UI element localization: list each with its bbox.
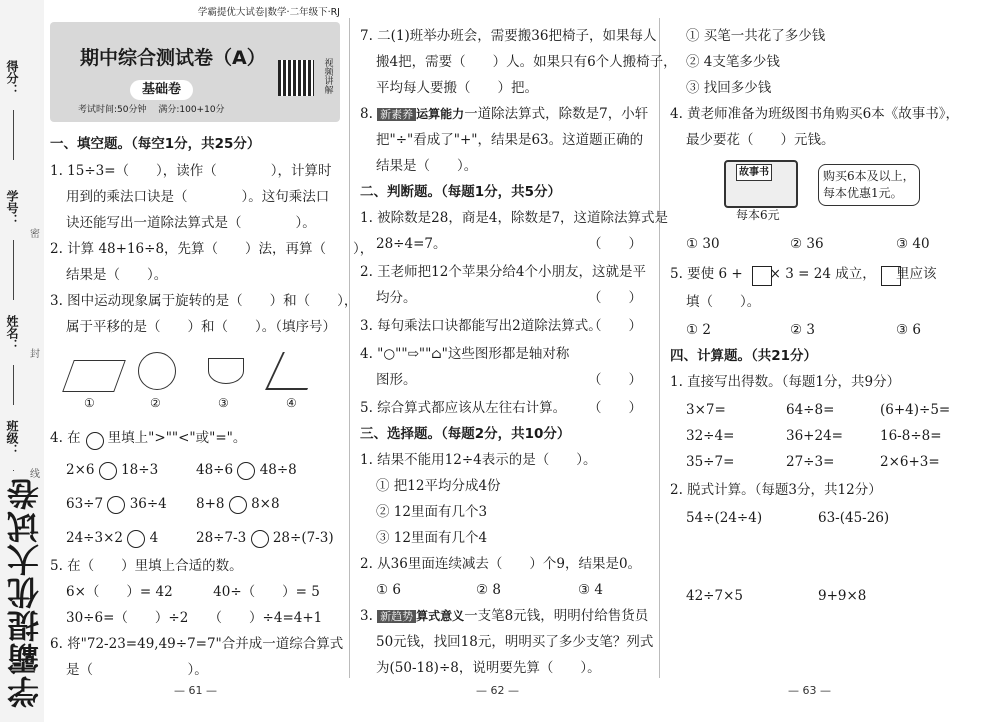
section-heading: 三、选择题。（每题2分，共10分） [360,426,571,442]
question-line: 最少要花（ ）元钱。 [686,132,835,148]
answer-blank[interactable]: （ ） [588,236,642,252]
new-trend-badge: 新趋势 [377,610,416,623]
test-title: 期中综合测试卷（A） [80,47,266,69]
option[interactable]: ① 6 [376,582,401,598]
expr: 48÷6 [196,462,234,478]
picture-label: ① [84,396,95,410]
question-line: 1. 15÷3=（ ），读作（ ），计算时 [50,163,332,179]
calc-item[interactable]: 2×6+3= [880,454,940,470]
picture-label: ③ [218,396,229,410]
fill-row: 6×（ ）= 42 40÷（ ）= 5 [66,584,320,600]
question-line: 均分。 [376,290,417,306]
section-heading: 二、判断题。（每题1分，共5分） [360,184,562,200]
question-line: 8. 新素养 运算能力一道除法算式，除数是7，小轩 [360,106,649,122]
expr: 18÷3 [121,462,159,478]
expr: 8×8 [251,496,280,512]
question-line: 5. 综合算式都应该从左往右计算。 [360,400,567,416]
question-line: 图形。 [376,372,417,388]
compare-blank[interactable] [127,530,145,548]
question-line: 属于平移的是（ ）和（ ）。（填序号） [66,319,336,335]
compare-circle-icon [86,432,104,450]
blank-box-icon [881,266,901,286]
option[interactable]: ① 30 [686,236,720,252]
fill-row: 30÷6=（ ）÷2 （ ）÷4=4+1 [66,610,323,626]
option[interactable]: ③ 12里面有几个4 [376,530,488,546]
option[interactable]: ② 12里面有几个3 [376,504,488,520]
question-line: 1. 结果不能用12÷4表示的是（ ）。 [360,452,597,468]
question-line: 50元钱，找回18元，明明买了多少支笔？列式 [376,634,654,650]
question-line: 5. 在（ ）里填上合适的数。 [50,558,243,574]
score-field-label: 得分： [5,60,19,96]
seal-mark-2: 封 [30,349,40,360]
seal-mark-1: 密 [30,229,40,240]
new-literacy-badge: 新素养 [377,108,416,121]
column-divider [349,18,350,678]
test-subtitle: 基础卷 [130,80,193,100]
option[interactable]: ② 36 [790,236,824,252]
question-line: 结果是（ ）。 [376,158,478,174]
test-info: 考试时间:50分钟 满分:100+10分 [78,105,225,115]
expr: 2×6 [66,462,95,478]
page-61 [46,0,374,722]
compare-row [196,460,297,480]
question-line: 6. 将"72-23=49,49÷7=7"合并成一道综合算式 [50,636,344,652]
column-divider [659,18,660,678]
book-price: 每本6元 [736,208,780,222]
expr: 48÷8 [259,462,297,478]
compare-blank[interactable] [229,496,247,514]
section-heading: 四、计算题。（共21分） [670,348,818,364]
question-text: 一支笔8元钱，明明付给售货员 [464,608,649,624]
calc-item[interactable]: 35÷7= [686,454,735,470]
option[interactable]: ② 8 [476,582,501,598]
test-header [50,7,340,122]
calc-item[interactable]: 64÷8= [786,402,835,418]
compare-blank[interactable] [251,530,269,548]
page-number: — 61 — [174,684,217,697]
question-line: 2. 王老师把12个苹果分给4个小朋友，这就是平 [360,264,646,280]
calc-item[interactable]: (6+4)÷5= [880,402,951,418]
id-field-label: 学号： [5,190,19,226]
category-label: 运算能力 [416,107,465,121]
compare-row [196,494,280,514]
expr: 63÷7 [66,496,104,512]
seal-mark-3: 线 [30,469,40,480]
question-text: 一道除法算式，除数是7，小轩 [464,106,649,122]
question-line: 7. 二(1)班举办班会，需要搬36把椅子，如果每人 [360,28,657,44]
expr: 8+8 [196,496,225,512]
expr: 24÷3×2 [66,530,123,546]
calc-item[interactable]: 3×7= [686,402,726,418]
expr: 28÷7-3 [196,530,247,546]
category-label: 算式意义 [416,609,465,623]
question-line: 3. 图中运动现象属于旋转的是（ ）和（ ）， [50,293,358,309]
class-field-label: 班级： [5,420,19,456]
abacus-slide-icon [62,360,126,392]
storybook-icon [724,160,798,208]
series-tag: 学霸提优大试卷|数学·二年级下·RJ [198,6,340,20]
option[interactable]: ② 4支笔多少钱 [686,54,780,70]
answer-blank[interactable]: （ ） [588,290,642,306]
compare-row [66,528,158,548]
calc-item[interactable]: 32÷4= [686,428,735,444]
question-line: 搬4把，需要（ ）人。如果只有6个人搬椅子， [376,54,677,70]
answer-blank[interactable]: （ ） [588,318,642,334]
expr: 28÷(7-3) [272,530,334,546]
question-line: 4. 黄老师准备为班级图书角购买6本《故事书》， [670,106,960,122]
question-line: 3. 新趋势 算式意义一支笔8元钱，明明付给售货员 [360,608,649,624]
question-line: 填（ ）。 [686,294,761,310]
id-blank[interactable] [13,240,14,300]
question-line: 1. 被除数是28，商是4，除数是7，这道除法算式是 [360,210,669,226]
option[interactable]: ① 把12平均分成4份 [376,478,501,494]
section-heading: 一、填空题。（每空1分，共25分） [50,136,261,152]
question-line: 把"÷"看成了"+"，结果是63。这道题正确的 [376,132,644,148]
question-line: 结果是（ ）。 [66,267,168,283]
expr: 4 [149,530,159,546]
compare-blank[interactable] [99,462,117,480]
question-line: 用到的乘法口诀是（ ）。这句乘法口 [66,189,330,205]
question-line: 4. "○""⇨""⌂"这些图形都是轴对称 [360,346,570,362]
name-field-label: 姓名： [5,315,19,351]
calc-item[interactable]: 54÷(24÷4) [686,510,763,526]
answer-blank[interactable]: （ ） [588,400,642,416]
option[interactable]: ③ 找回多少钱 [686,80,772,96]
page-number: — 62 — [476,684,519,697]
discount-bubble: 购买6本及以上，每本优惠1元。 [818,164,920,206]
question-line: 是（ ）。 [66,662,208,678]
blank-box[interactable] [752,266,772,286]
option[interactable]: ③ 4 [578,582,603,598]
question-line: 4. 在 里填上">""<"或"="。 [50,430,247,446]
name-blank[interactable] [13,365,14,405]
compare-blank[interactable] [237,462,255,480]
picture-label: ④ [286,396,297,410]
page-number: — 63 — [788,684,831,697]
question-line: 28÷4=7。 [376,236,447,252]
page-62 [356,0,677,722]
compare-row [66,460,158,480]
expr: 36÷4 [129,496,167,512]
compare-blank[interactable] [107,496,125,514]
option[interactable]: ③ 40 [896,236,930,252]
alarm-clock-icon [138,352,176,390]
question-line: 为(50-18)÷8，说明要先算（ ）。 [376,660,601,676]
calc-item[interactable]: 27÷3= [786,454,835,470]
binding-spine [0,0,44,722]
option[interactable]: ② 3 [790,322,815,338]
answer-blank[interactable]: （ ） [588,372,642,388]
brand-logo-text: 学霸提优大试卷 [6,477,44,708]
spinning-top-icon [208,358,244,384]
qr-code-icon[interactable] [278,60,314,96]
question-line: 平均每人要搬（ ）把。 [376,80,538,96]
qr-label: 视频讲解 [322,58,333,94]
question-line: 5. 要使 6 + × 3 = 24 成立， 里应该 [670,266,937,282]
question-line: 1. 直接写出得数。（每题1分，共9分） [670,374,901,390]
calc-item[interactable]: 42÷7×5 [686,588,743,604]
compare-row [66,494,167,514]
question-line: 诀还能写出一道除法算式是（ ）。 [66,215,316,231]
calc-item[interactable]: 36+24= [786,428,843,444]
question-line: 2. 计算 48+16÷8，先算（ ）法，再算（ ）， [50,241,374,257]
calc-item[interactable]: 16-8÷8= [880,428,942,444]
score-blank[interactable] [13,110,14,160]
page-63 [666,0,996,722]
picture-label: ② [150,396,161,410]
playground-slide-icon [265,352,325,390]
question-line: 3. 每句乘法口诀都能写出2道除法算式。 [360,318,602,334]
question-line: 2. 从36里面连续减去（ ）个9，结果是0。 [360,556,642,572]
compare-row [196,528,334,548]
question-line: 2. 脱式计算。（每题3分，共12分） [670,482,882,498]
option[interactable]: ① 2 [686,322,711,338]
book-title: 故事书 [736,164,772,181]
option[interactable]: ③ 6 [896,322,921,338]
calc-item[interactable]: 9+9×8 [818,588,867,604]
option[interactable]: ① 买笔一共花了多少钱 [686,28,826,44]
calc-item[interactable]: 63-(45-26) [818,510,890,526]
